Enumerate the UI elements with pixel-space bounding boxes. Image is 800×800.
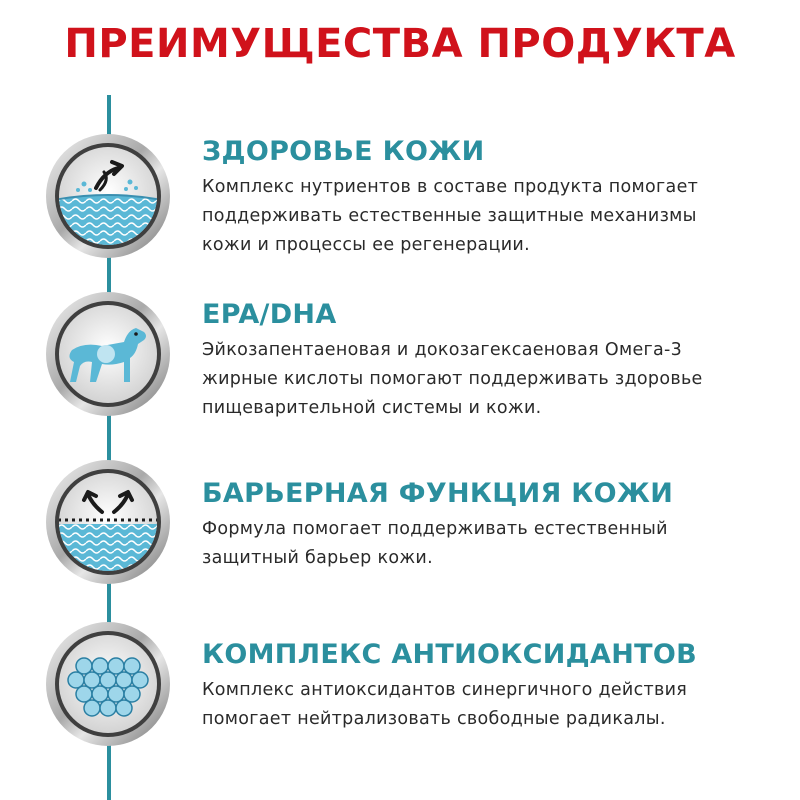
antioxidant-cells-icon (44, 620, 172, 748)
epa-dha-badge (44, 290, 172, 418)
benefit-description-line: защитный барьер кожи. (202, 548, 433, 568)
benefit-description-line: поддерживать естественные защитные механизмы (202, 206, 697, 226)
benefit-description-line: Эйкозапентаеновая и докозагексаеновая Омега-3 (202, 340, 683, 360)
skin-health-badge (44, 132, 172, 260)
benefit-epa-dha (202, 298, 792, 423)
benefit-description-line: кожи и процессы ее регенерации. (202, 235, 530, 255)
skin-barrier-icon (44, 458, 172, 586)
benefit-description-line: Комплекс антиоксидантов синергичного действия (202, 680, 688, 700)
benefit-heading: ЗДОРОВЬЕ КОЖИ (202, 136, 485, 167)
benefit-description-line: помогает нейтрализовать свободные радикалы. (202, 709, 666, 729)
benefit-skin-barrier (202, 477, 792, 573)
benefit-description-line: жирные кислоты помогают поддерживать здоровье (202, 369, 703, 389)
benefit-skin-health (202, 135, 792, 260)
skin-health-icon (44, 132, 172, 260)
skin-barrier-badge (44, 458, 172, 586)
benefit-heading: EPA/DHA (202, 299, 337, 330)
benefit-heading: КОМПЛЕКС АНТИОКСИДАНТОВ (202, 639, 697, 670)
benefit-description-line: Комплекс нутриентов в составе продукта помогает (202, 177, 699, 197)
dog-icon (44, 290, 172, 418)
benefit-description-line: Формула помогает поддерживать естественный (202, 519, 668, 539)
page-title: ПРЕИМУЩЕСТВА ПРОДУКТА (64, 21, 736, 67)
antioxidant-badge (44, 620, 172, 748)
benefit-heading: БАРЬЕРНАЯ ФУНКЦИЯ КОЖИ (202, 478, 674, 509)
benefit-description-line: пищеварительной системы и кожи. (202, 398, 542, 418)
benefit-antioxidants (202, 638, 792, 734)
